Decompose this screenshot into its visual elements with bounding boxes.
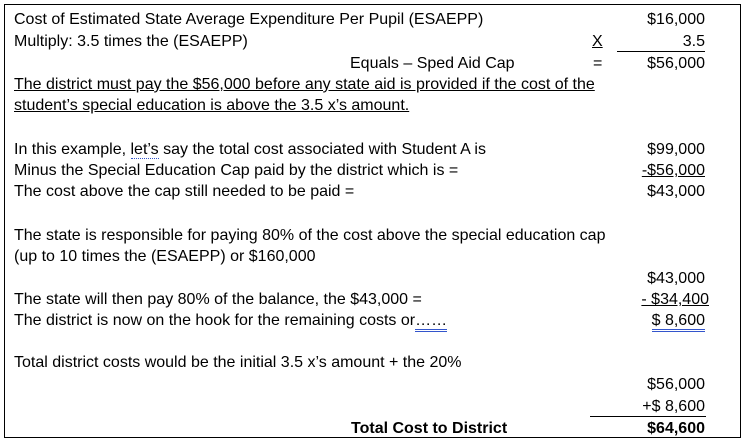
district-remaining-label bbox=[14, 311, 447, 330]
total-rule bbox=[590, 416, 706, 417]
lets-word: let’s bbox=[130, 141, 159, 158]
district-remaining-amount: $ 8,600 bbox=[652, 312, 705, 332]
student-total-cost-pre: In this example, bbox=[14, 141, 131, 158]
esaepp-value: $16,000 bbox=[647, 11, 705, 28]
cost-above-cap-value: $43,000 bbox=[647, 183, 705, 200]
state-responsibility-line-2: (up to 10 times the (ESAEPP) or $160,000 bbox=[14, 248, 316, 265]
cost-above-cap-label: The cost above the cap still needed to be paid = bbox=[14, 183, 355, 200]
district-remaining-text: The district is now on the hook for the remaining costs or bbox=[14, 312, 416, 329]
multiply-label: Multiply: 3.5 times the (ESAEPP) bbox=[14, 33, 248, 50]
equals-operator: = bbox=[593, 55, 603, 72]
student-total-cost-post: say the total cost associated with Student A is bbox=[158, 141, 486, 158]
total-district-costs-note: Total district costs would be the initial 3.5 x’s amount + the 20% bbox=[14, 354, 462, 371]
balance-value: $43,000 bbox=[647, 270, 705, 287]
sped-aid-cap-label: Equals – Sped Aid Cap bbox=[350, 55, 515, 72]
initial-cap-value: $56,000 bbox=[647, 376, 705, 393]
remaining-cost-value: +$ 8,600 bbox=[642, 398, 705, 415]
minus-cap-label: Minus the Special Education Cap paid by the district which is = bbox=[14, 162, 459, 179]
sped-aid-cap-value: $56,000 bbox=[647, 55, 705, 72]
district-remaining-value bbox=[652, 311, 705, 331]
state-pays-value: - $34,400 bbox=[641, 291, 709, 308]
student-total-cost-value: $99,000 bbox=[647, 141, 705, 158]
multiply-operator: X bbox=[592, 33, 603, 50]
multiply-value: 3.5 bbox=[682, 33, 705, 50]
total-cost-label: Total Cost to District bbox=[351, 420, 508, 437]
state-responsibility-line-1: The state is responsible for paying 80% of the cost above the special education cap bbox=[14, 227, 606, 244]
district-remaining-dots: …… bbox=[415, 312, 447, 332]
total-cost-value: $64,600 bbox=[647, 420, 705, 437]
district-must-pay-note-1: The district must pay the $56,000 before any state aid is provided if the cost of the bbox=[14, 76, 595, 93]
district-must-pay-note-2: student’s special education is above the 3.5 x’s amount. bbox=[14, 97, 410, 114]
student-total-cost-label bbox=[14, 140, 486, 159]
esaepp-label: Cost of Estimated State Average Expenditure Per Pupil (ESAEPP) bbox=[14, 11, 484, 28]
state-pays-label: The state will then pay 80% of the balance, the $43,000 = bbox=[14, 291, 422, 308]
multiply-rule bbox=[617, 51, 705, 52]
minus-cap-value: -$56,000 bbox=[641, 162, 705, 179]
